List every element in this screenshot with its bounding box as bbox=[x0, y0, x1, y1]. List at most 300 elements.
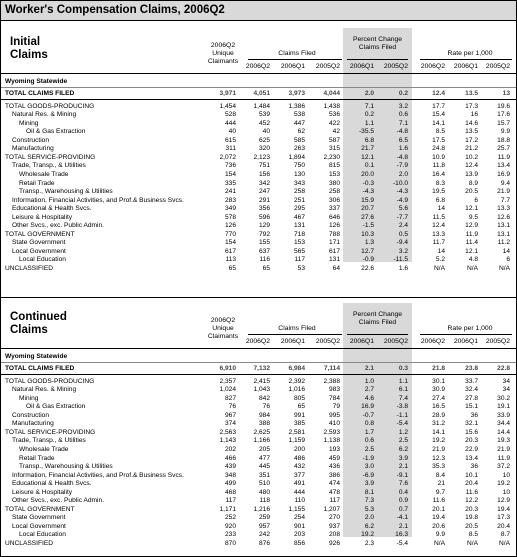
percent-change-rule bbox=[347, 334, 408, 335]
column-subheader: 2006Q1 bbox=[349, 338, 374, 345]
row-value: 13.1 bbox=[497, 230, 510, 238]
row-value: 615 bbox=[224, 136, 236, 144]
row-label: Other Svcs., exc. Public Admin. bbox=[12, 222, 104, 230]
row-value: 3.0 bbox=[364, 463, 374, 471]
row-value: 15.1 bbox=[465, 403, 478, 411]
table-row bbox=[0, 420, 517, 428]
row-value: 30.2 bbox=[497, 394, 510, 402]
row-value: 0.3 bbox=[398, 365, 408, 372]
row-label: Oil & Gas Extraction bbox=[26, 128, 86, 136]
row-value: 31.2 bbox=[432, 420, 445, 428]
row-value: 17.2 bbox=[465, 136, 478, 144]
row-value: 1,138 bbox=[323, 437, 340, 445]
row-value: 12.9 bbox=[497, 497, 510, 505]
row-value: 5.3 bbox=[364, 505, 374, 513]
table-row bbox=[0, 128, 517, 136]
row-value: 983 bbox=[328, 386, 340, 394]
row-label: Local Education bbox=[19, 256, 66, 264]
table-row bbox=[0, 248, 517, 256]
row-value: 8.5 bbox=[468, 531, 478, 539]
row-value: -4.3 bbox=[396, 188, 408, 196]
region-rule bbox=[1, 87, 516, 88]
row-value: 1.1 bbox=[364, 119, 374, 127]
row-value: 13.5 bbox=[465, 90, 478, 97]
row-label: Educational & Health Svcs. bbox=[12, 480, 92, 488]
initial-claims-section bbox=[0, 28, 517, 290]
row-value: 258 bbox=[328, 188, 340, 196]
row-value: 33.7 bbox=[465, 377, 478, 385]
region-text: Wyoming Statewide bbox=[5, 353, 68, 360]
row-value: 12.7 bbox=[361, 247, 374, 255]
row-value: 20.5 bbox=[465, 522, 478, 530]
row-value: 1,155 bbox=[288, 505, 305, 513]
row-value: 11.7 bbox=[432, 239, 445, 247]
row-value: 596 bbox=[258, 213, 270, 221]
row-value: 736 bbox=[224, 162, 236, 170]
row-value: 76 bbox=[262, 403, 270, 411]
row-value: 15.9 bbox=[361, 196, 374, 204]
column-subheader: 2006Q1 bbox=[280, 338, 305, 345]
section-name-line2: Claims bbox=[10, 49, 48, 61]
row-value: 3.2 bbox=[398, 102, 408, 110]
row-value: 805 bbox=[293, 394, 305, 402]
row-value: 306 bbox=[328, 196, 340, 204]
row-value: 32.1 bbox=[465, 420, 478, 428]
row-value: 7.1 bbox=[364, 102, 374, 110]
table-row bbox=[0, 497, 517, 505]
row-label: State Government bbox=[12, 514, 66, 522]
row-value: 374 bbox=[224, 420, 236, 428]
table-row bbox=[0, 256, 517, 264]
row-value: 110 bbox=[294, 497, 305, 505]
row-label: Leisure & Hospitality bbox=[12, 488, 73, 496]
row-label: Retail Trade bbox=[19, 179, 55, 187]
row-value: 202 bbox=[224, 445, 236, 453]
row-value: 6 bbox=[474, 196, 478, 204]
row-label: UNCLASSIFIED bbox=[5, 265, 53, 272]
row-value: 510 bbox=[258, 480, 270, 488]
row-label: Local Education bbox=[19, 531, 66, 539]
table-row bbox=[0, 180, 517, 188]
row-value: 11.6 bbox=[432, 497, 445, 505]
row-value: 12.1 bbox=[465, 247, 478, 255]
row-value: 311 bbox=[225, 145, 236, 153]
row-value: 995 bbox=[328, 411, 340, 419]
row-value: 117 bbox=[294, 256, 305, 264]
row-value: 12.3 bbox=[432, 454, 445, 462]
row-value: 625 bbox=[258, 136, 270, 144]
row-value: 1,894 bbox=[288, 153, 305, 161]
row-value: N/A bbox=[434, 540, 445, 547]
row-value: 792 bbox=[258, 230, 270, 238]
row-label: Natural Res. & Mining bbox=[12, 386, 77, 394]
row-value: 251 bbox=[293, 196, 305, 204]
row-value: 33.9 bbox=[497, 411, 510, 419]
row-label: Manufacturing bbox=[12, 420, 54, 428]
row-label: TOTAL GOODS-PRODUCING bbox=[5, 102, 95, 110]
row-value: 233 bbox=[224, 531, 236, 539]
row-value: 79 bbox=[332, 403, 340, 411]
row-value: 20.5 bbox=[465, 188, 478, 196]
row-value: 3,973 bbox=[288, 90, 305, 97]
row-value: 2,415 bbox=[253, 377, 270, 385]
row-value: 130 bbox=[293, 170, 305, 178]
row-value: 22.6 bbox=[361, 265, 374, 272]
row-value: 129 bbox=[258, 222, 270, 230]
row-value: 356 bbox=[258, 205, 270, 213]
row-value: 22.9 bbox=[465, 445, 478, 453]
row-label: Wholesale Trade bbox=[19, 445, 69, 453]
row-value: 8.4 bbox=[435, 471, 445, 479]
row-value: -4.9 bbox=[396, 196, 408, 204]
row-value: 10.1 bbox=[465, 471, 478, 479]
header-bottom-rule bbox=[1, 73, 516, 74]
row-value: 16.3 bbox=[395, 531, 408, 539]
table-row bbox=[0, 403, 517, 411]
row-value: 770 bbox=[224, 230, 236, 238]
row-value: 20.6 bbox=[432, 522, 445, 530]
report-title: Worker's Compensation Claims, 2006Q2 bbox=[5, 4, 225, 16]
row-label: Transp., Warehousing & Utilities bbox=[19, 463, 113, 471]
row-value: 315 bbox=[328, 145, 340, 153]
row-value: 16.4 bbox=[432, 170, 445, 178]
row-value: 13.1 bbox=[497, 222, 510, 230]
row-value: 2,625 bbox=[253, 428, 270, 436]
row-value: 24.8 bbox=[432, 145, 445, 153]
row-value: 2.4 bbox=[398, 222, 408, 230]
row-value: 351 bbox=[258, 471, 270, 479]
row-label: Trade, Transp., & Utilities bbox=[12, 437, 86, 445]
row-value: 432 bbox=[293, 463, 305, 471]
row-value: 937 bbox=[328, 522, 340, 530]
row-value: 295 bbox=[293, 205, 305, 213]
row-value: -3.8 bbox=[396, 403, 408, 411]
row-value: 12.4 bbox=[465, 162, 478, 170]
row-value: 2.5 bbox=[364, 445, 374, 453]
row-value: 21.9 bbox=[432, 445, 445, 453]
row-value: 2,392 bbox=[288, 377, 305, 385]
rate-rule bbox=[420, 59, 512, 60]
row-value: -9.4 bbox=[396, 239, 408, 247]
row-value: 1,438 bbox=[323, 102, 340, 110]
row-value: 10.2 bbox=[465, 153, 478, 161]
row-value: 2.7 bbox=[364, 386, 374, 394]
row-value: 343 bbox=[293, 179, 305, 187]
row-value: 967 bbox=[224, 411, 236, 419]
row-value: 386 bbox=[328, 471, 340, 479]
row-value: 6,984 bbox=[288, 365, 305, 372]
row-value: 11.9 bbox=[497, 153, 510, 161]
row-value: 0.1 bbox=[364, 162, 374, 170]
row-value: 11.4 bbox=[465, 239, 478, 247]
column-subheader: 2006Q1 bbox=[453, 338, 478, 345]
table-row bbox=[0, 188, 517, 196]
row-value: 9.9 bbox=[500, 128, 510, 136]
row-value: 3.2 bbox=[398, 247, 408, 255]
row-value: 36 bbox=[470, 463, 478, 471]
row-value: 16.5 bbox=[432, 403, 445, 411]
row-value: 19.8 bbox=[465, 514, 478, 522]
row-label: Construction bbox=[12, 411, 50, 419]
row-value: 19.6 bbox=[497, 102, 510, 110]
row-value: 3.9 bbox=[364, 480, 374, 488]
row-label: Leisure & Hospitality bbox=[12, 213, 73, 221]
header-bottom-rule bbox=[1, 348, 516, 349]
row-value: 193 bbox=[328, 445, 340, 453]
row-value: -0.7 bbox=[362, 411, 374, 419]
row-value: 565 bbox=[293, 247, 305, 255]
row-value: 0.5 bbox=[398, 230, 408, 238]
row-value: 8.1 bbox=[364, 488, 374, 496]
unique-claimants-header: 2006Q2 Unique Claimants bbox=[207, 317, 239, 340]
row-label: UNCLASSIFIED bbox=[5, 540, 53, 547]
row-value: 14 bbox=[502, 247, 510, 255]
row-value: 13.4 bbox=[465, 454, 478, 462]
row-value: 40 bbox=[262, 128, 270, 136]
row-value: 7,132 bbox=[253, 365, 270, 372]
row-value: 19.2 bbox=[432, 437, 445, 445]
row-value: 3,971 bbox=[219, 90, 236, 97]
percent-change-header: Percent Change Claims Filed bbox=[352, 36, 403, 51]
row-value: -4.3 bbox=[362, 188, 374, 196]
row-value: 3.9 bbox=[398, 454, 408, 462]
column-subheader: 2006Q2 bbox=[245, 63, 270, 70]
row-label: Mining bbox=[19, 394, 39, 402]
percent-change-rule bbox=[347, 59, 408, 60]
row-value: -11.5 bbox=[393, 256, 408, 264]
row-value: 10.9 bbox=[432, 153, 445, 161]
row-value: 4.6 bbox=[364, 394, 374, 402]
table-row bbox=[0, 103, 517, 111]
table-row bbox=[0, 90, 517, 98]
row-value: 2.1 bbox=[398, 522, 408, 530]
row-value: 117 bbox=[225, 497, 236, 505]
row-value: 153 bbox=[328, 170, 340, 178]
row-value: 14 bbox=[437, 247, 445, 255]
row-value: 2,388 bbox=[323, 377, 340, 385]
row-value: 8.9 bbox=[468, 179, 478, 187]
row-value: 16.9 bbox=[497, 170, 510, 178]
section-divider bbox=[1, 297, 516, 298]
row-value: 12.4 bbox=[432, 222, 445, 230]
rate-header: Rate per 1,000 bbox=[447, 50, 493, 57]
rate-header: Rate per 1,000 bbox=[447, 325, 493, 332]
row-value: 252 bbox=[224, 514, 236, 522]
row-value: 335 bbox=[224, 179, 236, 187]
row-value: 15.6 bbox=[465, 428, 478, 436]
row-value: 14.1 bbox=[432, 428, 445, 436]
row-value: -1.5 bbox=[362, 222, 374, 230]
row-value: 827 bbox=[224, 394, 236, 402]
row-value: N/A bbox=[467, 540, 478, 547]
row-value: 19.5 bbox=[432, 188, 445, 196]
row-value: 2.1 bbox=[364, 365, 374, 372]
row-value: 539 bbox=[258, 111, 270, 119]
row-value: 17.7 bbox=[432, 102, 445, 110]
row-value: 8.5 bbox=[435, 128, 445, 136]
table-row bbox=[0, 437, 517, 445]
row-value: 9.9 bbox=[435, 531, 445, 539]
row-value: 21.8 bbox=[432, 365, 445, 372]
row-label: TOTAL CLAIMS FILED bbox=[5, 365, 75, 372]
row-value: 19.4 bbox=[432, 514, 445, 522]
table-row bbox=[0, 523, 517, 531]
row-label: Trade, Transp., & Utilities bbox=[12, 162, 86, 170]
table-row bbox=[0, 472, 517, 480]
row-value: 478 bbox=[328, 488, 340, 496]
row-value: 2,357 bbox=[219, 377, 236, 385]
column-subheader: 2005Q2 bbox=[383, 63, 408, 70]
section-name-line2: Claims bbox=[10, 324, 48, 336]
row-value: 156 bbox=[258, 170, 270, 178]
row-value: 11.6 bbox=[465, 488, 478, 496]
row-label: Mining bbox=[19, 119, 39, 127]
row-value: 117 bbox=[329, 497, 340, 505]
row-value: -5.4 bbox=[396, 420, 408, 428]
row-value: 2,230 bbox=[323, 153, 340, 161]
row-value: N/A bbox=[434, 265, 445, 272]
row-value: 444 bbox=[224, 119, 236, 127]
table-row bbox=[0, 489, 517, 497]
row-value: 439 bbox=[224, 463, 236, 471]
row-value: 21 bbox=[437, 480, 445, 488]
row-value: 259 bbox=[258, 514, 270, 522]
row-value: 27.6 bbox=[361, 213, 374, 221]
row-value: 116 bbox=[259, 256, 270, 264]
row-value: 587 bbox=[328, 136, 340, 144]
row-value: 957 bbox=[258, 522, 270, 530]
row-value: 750 bbox=[293, 162, 305, 170]
row-value: -7.7 bbox=[396, 213, 408, 221]
row-value: 499 bbox=[224, 480, 236, 488]
table-row bbox=[0, 265, 517, 273]
row-value: 25.7 bbox=[497, 145, 510, 153]
row-value: 1.0 bbox=[364, 377, 374, 385]
row-value: 1,207 bbox=[323, 505, 340, 513]
table-row bbox=[0, 214, 517, 222]
row-value: 1,454 bbox=[219, 102, 236, 110]
row-value: 901 bbox=[293, 522, 305, 530]
row-value: 491 bbox=[293, 480, 305, 488]
row-value: 205 bbox=[258, 445, 270, 453]
row-value: 528 bbox=[224, 111, 236, 119]
row-value: 1,171 bbox=[219, 505, 236, 513]
row-value: 1.1 bbox=[398, 377, 408, 385]
row-value: 28.9 bbox=[432, 411, 445, 419]
claims-filed-header: Claims Filed bbox=[278, 325, 316, 332]
row-value: -1.1 bbox=[396, 411, 408, 419]
row-label: State Government bbox=[12, 239, 66, 247]
row-value: 8.7 bbox=[500, 531, 510, 539]
column-subheader: 2006Q2 bbox=[420, 63, 445, 70]
row-value: 30.9 bbox=[432, 386, 445, 394]
row-value: 13.9 bbox=[465, 170, 478, 178]
row-label: Manufacturing bbox=[12, 145, 54, 153]
region-rule bbox=[1, 362, 516, 363]
row-value: 468 bbox=[224, 488, 236, 496]
row-value: 241 bbox=[224, 188, 236, 196]
row-value: 751 bbox=[258, 162, 270, 170]
percent-change-header: Percent Change Claims Filed bbox=[352, 311, 403, 326]
table-row bbox=[0, 239, 517, 247]
row-value: 19.3 bbox=[497, 437, 510, 445]
row-value: 283 bbox=[224, 196, 236, 204]
row-value: 131 bbox=[293, 222, 305, 230]
table-row bbox=[0, 137, 517, 145]
row-label: Wholesale Trade bbox=[19, 170, 69, 178]
total-rule bbox=[1, 99, 516, 100]
row-value: -4.1 bbox=[396, 514, 408, 522]
table-row bbox=[0, 111, 517, 119]
row-value: 0.7 bbox=[398, 505, 408, 513]
row-value: 646 bbox=[328, 213, 340, 221]
row-value: 53 bbox=[297, 265, 305, 272]
row-value: 171 bbox=[328, 239, 340, 247]
row-value: 20.1 bbox=[432, 505, 445, 513]
row-value: 64 bbox=[332, 265, 340, 272]
table-row bbox=[0, 386, 517, 394]
region-text: Wyoming Statewide bbox=[5, 78, 68, 85]
row-value: 21.9 bbox=[497, 445, 510, 453]
row-value: 445 bbox=[258, 463, 270, 471]
row-value: 7.1 bbox=[398, 119, 408, 127]
row-value: 7.7 bbox=[500, 196, 510, 204]
row-value: 13.3 bbox=[497, 205, 510, 213]
row-value: 578 bbox=[224, 213, 236, 221]
row-value: 16 bbox=[470, 111, 478, 119]
row-value: 65 bbox=[297, 403, 305, 411]
row-value: 410 bbox=[328, 420, 340, 428]
row-value: 6.8 bbox=[364, 136, 374, 144]
row-value: 15.4 bbox=[432, 111, 445, 119]
row-value: 65 bbox=[262, 265, 270, 272]
continued-claims-section bbox=[0, 303, 517, 557]
row-value: 14 bbox=[437, 205, 445, 213]
row-label: Local Government bbox=[12, 247, 66, 255]
row-value: 2.5 bbox=[398, 437, 408, 445]
row-value: 10 bbox=[502, 471, 510, 479]
row-value: 784 bbox=[328, 394, 340, 402]
row-value: 14.6 bbox=[465, 119, 478, 127]
table-row bbox=[0, 120, 517, 128]
section-name-line1: Continued bbox=[10, 311, 67, 323]
row-value: 7.6 bbox=[398, 480, 408, 488]
row-label: TOTAL GOVERNMENT bbox=[5, 230, 75, 238]
row-value: 17.5 bbox=[432, 136, 445, 144]
row-value: 10.3 bbox=[361, 230, 374, 238]
column-subheader: 2006Q1 bbox=[349, 63, 374, 70]
table-row bbox=[0, 514, 517, 522]
column-subheader: 2005Q2 bbox=[315, 338, 340, 345]
row-value: 21.7 bbox=[361, 145, 374, 153]
row-value: 486 bbox=[293, 454, 305, 462]
row-value: 459 bbox=[328, 454, 340, 462]
row-value: 155 bbox=[258, 239, 270, 247]
row-value: 466 bbox=[224, 454, 236, 462]
row-value: 154 bbox=[224, 170, 236, 178]
row-value: 12.9 bbox=[465, 222, 478, 230]
row-value: 154 bbox=[224, 239, 236, 247]
row-value: 1,024 bbox=[219, 386, 236, 394]
row-value: 856 bbox=[293, 540, 305, 547]
row-value: 12.6 bbox=[497, 213, 510, 221]
row-value: 1.2 bbox=[398, 428, 408, 436]
row-label: Information, Financial Activities, and Prof.& Business Svcs. bbox=[12, 196, 184, 204]
row-value: 320 bbox=[258, 145, 270, 153]
row-value: 385 bbox=[293, 420, 305, 428]
row-value: 254 bbox=[293, 514, 305, 522]
column-subheader: 2005Q2 bbox=[383, 338, 408, 345]
